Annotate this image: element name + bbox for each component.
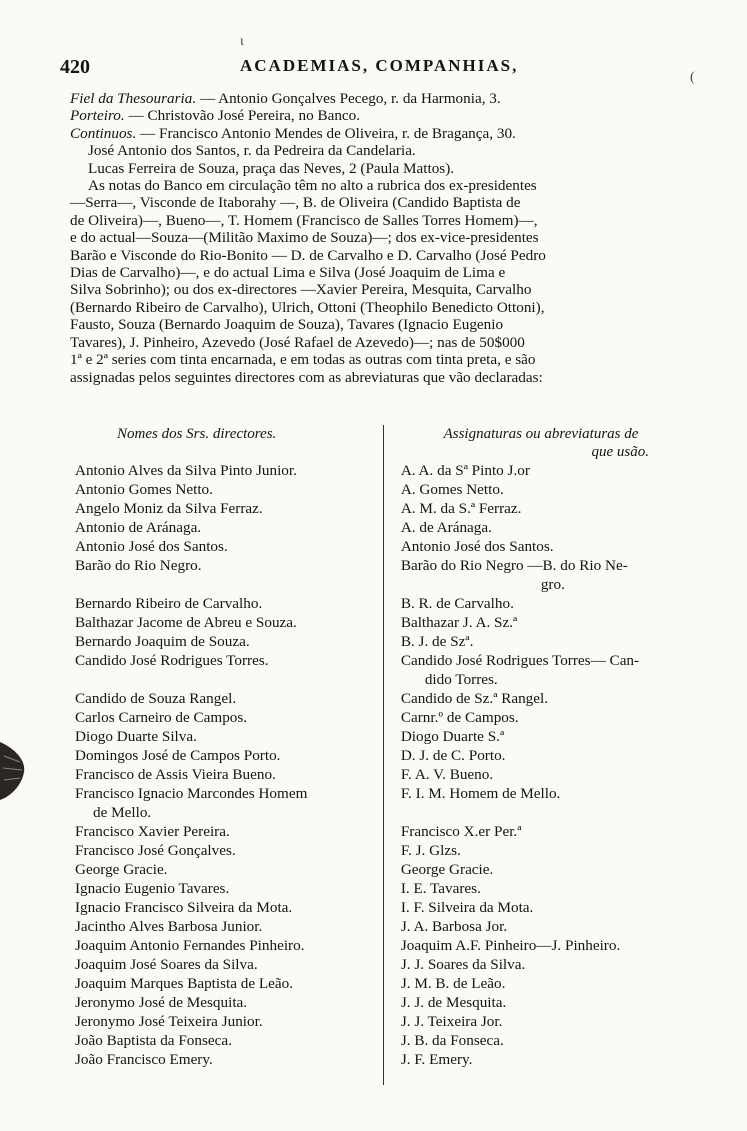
signature-abbreviation: George Gracie.	[400, 861, 494, 878]
intro-line: José Antonio dos Santos, r. da Pedreira da Candelaria.	[88, 142, 416, 160]
signature-abbreviation: Candido José Rodrigues Torres— Can- dido Torres.	[400, 652, 640, 688]
director-name: Francisco de Assis Vieira Bueno.	[75, 766, 276, 783]
intro-line: Continuos. — Francisco Antonio Mendes de Oliveira, r. de Bragança, 30.	[70, 124, 516, 142]
intro-line: Tavares), J. Pinheiro, Azevedo (José Rafael de Azevedo)—; nas de 50$000	[70, 333, 525, 351]
table-row	[75, 727, 695, 746]
intro-line: Porteiro. — Christovão José Pereira, no Banco.	[70, 107, 361, 125]
intro-line: Silva Sobrinho); ou dos ex-directores —Xavier Pereira, Mesquita, Carvalho	[70, 281, 532, 299]
table-row	[75, 860, 695, 879]
intro-line: Barão e Visconde do Rio-Bonito — D. de Carvalho e D. Carvalho (José Pedro	[70, 246, 546, 264]
director-name: João Francisco Emery.	[75, 1051, 213, 1068]
signature-abbreviation: B. R. de Carvalho.	[400, 595, 514, 612]
table-row	[75, 537, 695, 556]
intro-line: As notas do Banco em circulação têm no alto a rubrica dos ex-presidentes	[88, 177, 537, 195]
director-name: Candido José Rodrigues Torres.	[75, 652, 269, 669]
director-name: Antonio Alves da Silva Pinto Junior.	[75, 462, 297, 479]
director-name: Antonio de Aránaga.	[75, 519, 202, 536]
table-row	[75, 518, 695, 537]
table-rows	[75, 461, 695, 1069]
page-edge-smudge	[0, 738, 28, 804]
signature-abbreviation: F. J. Glzs.	[400, 842, 461, 859]
signature-abbreviation: A. Gomes Netto.	[400, 481, 504, 498]
director-name: Carlos Carneiro de Campos.	[75, 709, 248, 726]
director-name: George Gracie.	[75, 861, 168, 878]
table-row	[75, 784, 695, 822]
intro-line: Fiel da Thesouraria. — Antonio Gonçalves Pecego, r. da Harmonia, 3.	[70, 90, 501, 107]
table-row	[75, 765, 695, 784]
signature-abbreviation: Francisco X.er Per.ª	[400, 823, 522, 840]
signature-abbreviation: Barão do Rio Negro —B. do Rio Ne- gro.	[400, 557, 628, 593]
table-row	[75, 689, 695, 708]
director-name: Joaquim José Soares da Silva.	[75, 956, 258, 973]
director-name: Ignacio Eugenio Tavares.	[75, 880, 230, 897]
director-name: Diogo Duarte Silva.	[75, 728, 197, 745]
signature-abbreviation: A. de Aránaga.	[400, 519, 492, 536]
signature-abbreviation: J. J. Soares da Silva.	[400, 956, 526, 973]
role-label: Fiel da Thesouraria.	[70, 90, 197, 107]
table-row	[75, 461, 695, 480]
table-row	[75, 708, 695, 727]
director-name: Antonio José dos Santos.	[75, 538, 228, 555]
director-name: Joaquim Marques Baptista de Leão.	[75, 975, 294, 992]
signature-abbreviation: F. I. M. Homem de Mello.	[400, 785, 561, 802]
table-row	[75, 651, 695, 689]
table-row	[75, 594, 695, 613]
signature-abbreviation: J. B. da Fonseca.	[400, 1032, 504, 1049]
signature-abbreviation: I. E. Tavares.	[400, 880, 481, 897]
table-row	[75, 841, 695, 860]
director-name: Jeronymo José de Mesquita.	[75, 994, 248, 1011]
director-name: Ignacio Francisco Silveira da Mota.	[75, 899, 293, 916]
signature-abbreviation: F. A. V. Bueno.	[400, 766, 494, 783]
table-row	[75, 556, 695, 594]
signature-abbreviation: Balthazar J. A. Sz.ª	[400, 614, 518, 631]
director-name: Bernardo Joaquim de Souza.	[75, 633, 250, 650]
signatures-column-heading: Assignaturas ou abreviaturas de que usão.	[443, 426, 649, 460]
table-row	[75, 613, 695, 632]
signature-abbreviation: I. F. Silveira da Mota.	[400, 899, 534, 916]
signature-abbreviation: J. J. Teixeira Jor.	[400, 1013, 503, 1030]
signature-abbreviation: Joaquim A.F. Pinheiro—J. Pinheiro.	[400, 937, 621, 954]
ink-speck: (	[690, 70, 695, 85]
director-name: Jacintho Alves Barbosa Junior.	[75, 918, 263, 935]
director-name: Angelo Moniz da Silva Ferraz.	[75, 500, 263, 517]
signature-abbreviation: A. A. da Sª Pinto J.or	[400, 462, 530, 479]
director-name: João Baptista da Fonseca.	[75, 1032, 232, 1049]
page-header	[60, 56, 700, 82]
table-row	[75, 936, 695, 955]
table-row	[75, 974, 695, 993]
intro-line: e do actual—Souza—(Militão Maximo de Souza)—; dos ex-vice-presidentes	[70, 229, 539, 247]
intro-line: —Serra—, Visconde de Itaborahy —, B. de Oliveira (Candido Baptista de	[70, 194, 521, 212]
table-row	[75, 1050, 695, 1069]
signature-abbreviation: J. F. Emery.	[400, 1051, 473, 1068]
signature-abbreviation: A. M. da S.ª Ferraz.	[400, 500, 522, 517]
signature-abbreviation: J. M. B. de Leão.	[400, 975, 506, 992]
intro-line: Lucas Ferreira de Souza, praça das Neves, 2 (Paula Mattos).	[88, 159, 455, 177]
table-row	[75, 499, 695, 518]
table-row	[75, 993, 695, 1012]
intro-line: assignadas pelos seguintes directores com as abreviaturas que vão declaradas:	[70, 368, 543, 386]
director-name: Francisco Ignacio Marcondes Homem de Mello.	[75, 785, 308, 821]
role-label: Continuos.	[70, 124, 137, 142]
page-number: 420	[60, 56, 90, 78]
signature-abbreviation: J. J. de Mesquita.	[400, 994, 507, 1011]
table-row	[75, 632, 695, 651]
signature-abbreviation: D. J. de C. Porto.	[400, 747, 506, 764]
director-name: Joaquim Antonio Fernandes Pinheiro.	[75, 937, 305, 954]
director-name: Bernardo Ribeiro de Carvalho.	[75, 595, 263, 612]
director-name: Francisco Xavier Pereira.	[75, 823, 230, 840]
table-row	[75, 955, 695, 974]
director-name: Barão do Rio Negro.	[75, 557, 202, 574]
intro-line: Fausto, Souza (Bernardo Joaquim de Souza), Tavares (Ignacio Eugenio	[70, 316, 504, 334]
signature-abbreviation: Antonio José dos Santos.	[400, 538, 554, 555]
table-row	[75, 917, 695, 936]
director-name: Balthazar Jacome de Abreu e Souza.	[75, 614, 297, 631]
role-label: Porteiro.	[70, 107, 125, 125]
director-name: Jeronymo José Teixeira Junior.	[75, 1013, 263, 1030]
table-row	[75, 1031, 695, 1050]
director-name: Candido de Souza Rangel.	[75, 690, 237, 707]
table-row	[75, 1012, 695, 1031]
table-row	[75, 898, 695, 917]
signature-abbreviation: Carnr.º de Campos.	[400, 709, 519, 726]
intro-text	[70, 90, 700, 386]
director-name: Francisco José Gonçalves.	[75, 842, 236, 859]
table-row	[75, 822, 695, 841]
director-name: Domingos José de Campos Porto.	[75, 747, 281, 764]
table-row	[75, 480, 695, 499]
running-title: ACADEMIAS, COMPANHIAS,	[240, 56, 519, 75]
names-column-heading: Nomes dos Srs. directores.	[117, 426, 277, 442]
intro-line: (Bernardo Ribeiro de Carvalho), Ulrich, Ottoni (Theophilo Benedicto Ottoni),	[70, 298, 545, 316]
ink-speck: ι	[240, 34, 244, 49]
table-row	[75, 746, 695, 765]
signature-abbreviation: B. J. de Szª.	[400, 633, 474, 650]
signature-abbreviation: Candido de Sz.ª Rangel.	[400, 690, 549, 707]
intro-line: de Oliveira)—, Bueno—, T. Homem (Francisco de Salles Torres Homem)—,	[70, 211, 538, 229]
intro-line: 1ª e 2ª series com tinta encarnada, e em todas as outras com tinta preta, e são	[70, 351, 536, 369]
table-row	[75, 879, 695, 898]
director-name: Antonio Gomes Netto.	[75, 481, 213, 498]
intro-line: Dias de Carvalho)—, e do actual Lima e Silva (José Joaquim de Lima e	[70, 264, 506, 282]
signature-abbreviation: J. A. Barbosa Jor.	[400, 918, 508, 935]
signature-abbreviation: Diogo Duarte S.ª	[400, 728, 505, 745]
